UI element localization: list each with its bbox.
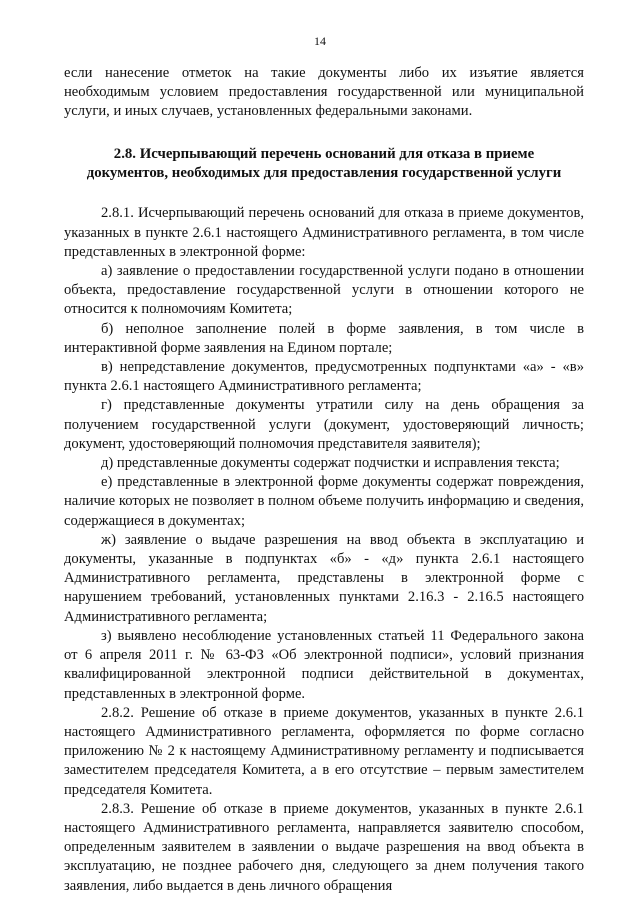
section-heading [64, 145, 584, 184]
list-item-d: д) представленные документы содержат подчистки и исправления текста; [101, 455, 560, 472]
list-item-a: а) заявление о предоставлении государственной услуги подано в отношении объекта, предоставление государственной услуги в отношении которого не относится к полномочиям Комитета; [64, 263, 584, 318]
section-heading-line-1: 2.8. Исчерпывающий перечень оснований для отказа в приеме [113, 145, 535, 162]
list-item-zh: ж) заявление о выдаче разрешения на ввод объекта в эксплуатацию и документы, указанные в подпунктах «б» - «д» пункта 2.6.1 настоящего Административного регламента, представлены в электронной форме с нарушением требований, установленных пунктами 2.16.3 - 2.16.5 настоящего Административного регламента; [64, 531, 584, 625]
paragraph-2-8-2: 2.8.2. Решение об отказе в приеме документов, указанных в пункте 2.6.1 настоящего Административного регламента, оформляется по форме согласно приложению № 2 к настоящему Административному регламенту и подписывается заместителем председателя Комитета, а в его отсутствие – первым заместителем председателя Комитета. [64, 704, 584, 798]
list-item-e: е) представленные в электронной форме документы содержат повреждения, наличие которых не позволяет в полном объеме получить информацию и сведения, содержащиеся в документах; [64, 474, 584, 529]
page-number: 14 [314, 34, 326, 48]
section-heading-line-2: документов, необходимых для предоставления государственной услуги [86, 165, 562, 182]
list-item-v: в) непредставление документов, предусмотренных подпунктами «а» - «в» пункта 2.6.1 настоящего Административного регламента; [64, 359, 584, 395]
paragraph-2-8-3: 2.8.3. Решение об отказе в приеме документов, указанных в пункте 2.6.1 настоящего Административного регламента, направляется заявителю способом, определенным заявителем в заявлении о выдаче разрешения на ввод объекта в эксплуатацию, не позднее рабочего дня, следующего за днем получения такого заявления, либо выдается в день личного обращения [64, 800, 584, 894]
paragraph-2-8-1: 2.8.1. Исчерпывающий перечень оснований для отказа в приеме документов, указанных в пункте 2.6.1 настоящего Административного регламента, в том числе представленных в электронной форме: [64, 205, 584, 260]
list-item-b: б) неполное заполнение полей в форме заявления, в том числе в интерактивной форме заявления на Едином портале; [64, 320, 584, 356]
list-item-z: з) выявлено несоблюдение установленных статьей 11 Федерального закона от 6 апреля 2011 г. № 63-ФЗ «Об электронной подписи», условий признания квалифицированной электронной подписи действительной в документах, представленных в электронной форме. [64, 627, 584, 702]
document-body [64, 64, 584, 896]
list-item-g: г) представленные документы утратили силу на день обращения за получением государственной услуги (документ, удостоверяющий личность; документ, удостоверяющий полномочия представителя заявителя); [64, 397, 584, 452]
intro-paragraph: если нанесение отметок на такие документы либо их изъятие является необходимым условием предоставления государственной или муниципальной услуги, и иных случаев, установленных федеральными законами. [64, 65, 584, 120]
